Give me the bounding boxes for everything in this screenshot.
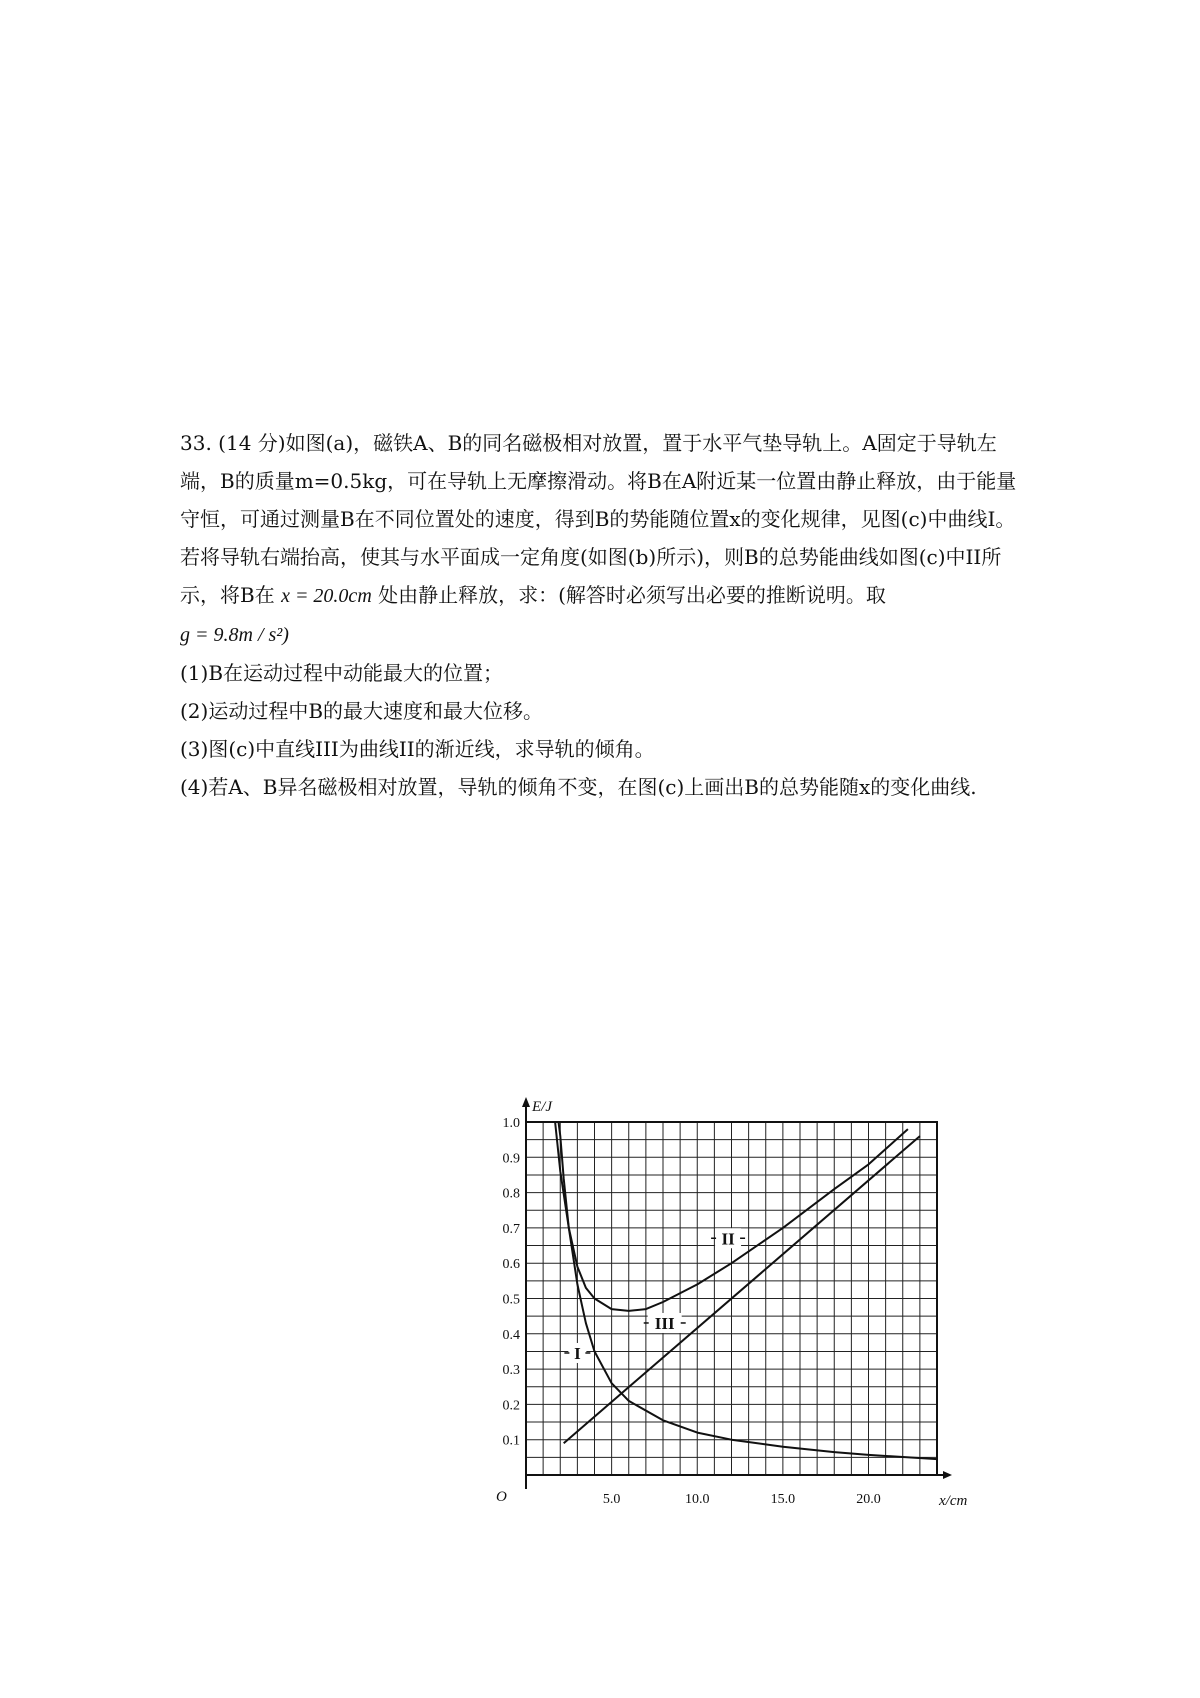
chart-svg <box>496 1095 1050 1555</box>
y-axis-title: E/J <box>532 1099 552 1115</box>
energy-position-chart <box>496 1095 1050 1555</box>
x-tick-label: 5.0 <box>602 1492 621 1507</box>
y-tick-label: 0.1 <box>502 1433 520 1449</box>
series-label-iii: III <box>654 1313 675 1333</box>
series-line-i <box>559 1122 938 1459</box>
series-line-iii <box>564 1136 920 1443</box>
y-tick-label: 0.9 <box>502 1151 520 1167</box>
problem-intro-tail: 处由静止释放，求：(解答时必须写出必要的推断说明。取 <box>378 583 886 607</box>
question-4: (4)若A、B异名磁极相对放置，导轨的倾角不变，在图(c)上画出B的总势能随x的变化曲线. <box>180 775 977 799</box>
x-axis-title: x/cm <box>939 1493 968 1509</box>
x-tick-label: 20.0 <box>856 1492 881 1507</box>
gravity-line <box>180 615 1022 654</box>
y-tick-label: 0.3 <box>502 1363 520 1379</box>
y-tick-label: 0.4 <box>502 1327 520 1343</box>
y-tick-label: 0.2 <box>502 1398 520 1414</box>
y-tick-label: 0.6 <box>502 1257 520 1273</box>
origin-label: O <box>496 1489 507 1505</box>
x-tick-label: 15.0 <box>770 1492 796 1507</box>
x-tick-label: 10.0 <box>685 1492 710 1507</box>
x-axis-arrow <box>943 1471 952 1479</box>
problem-number: 33. <box>180 431 212 455</box>
y-tick-label: 0.8 <box>502 1186 520 1202</box>
release-position-formula: x = 20.0cm <box>281 585 372 607</box>
series-label-i: I <box>574 1343 581 1363</box>
problem-text <box>180 424 1022 806</box>
y-axis-arrow <box>522 1097 530 1107</box>
question-2: (2)运动过程中B的最大速度和最大位移。 <box>180 699 544 723</box>
problem-points: (14 分) <box>218 431 286 455</box>
chart-series <box>555 1122 937 1459</box>
y-tick-label: 0.7 <box>502 1221 520 1237</box>
problem-intro-text: 如图(a)，磁铁A、B的同名磁极相对放置，置于水平气垫导轨上。A固定于导轨左端，B的质量m=0.5kg，可在导轨上无摩擦滑动。将B在A附近某一位置由静止释放，由于能量守恒，可通过测量B在不同位置处的速度，得到B的势能随位置x的变化规律，见图(c)中曲线I。若将导轨右端抬高，使其与水平面成一定角度(如图(b)所示)，则B的总势能曲线如图(c)中II所示，将B在 <box>180 431 1017 607</box>
y-tick-label: 0.5 <box>502 1292 520 1308</box>
question-3: (3)图(c)中直线III为曲线II的渐近线，求导轨的倾角。 <box>180 737 655 761</box>
y-tick-label: 1.0 <box>502 1116 520 1131</box>
series-label-ii: II <box>721 1229 735 1249</box>
problem-intro <box>180 424 1022 615</box>
question-1: (1)B在运动过程中动能最大的位置； <box>180 661 504 685</box>
gravity-formula: g = 9.8m / s²) <box>180 624 289 646</box>
